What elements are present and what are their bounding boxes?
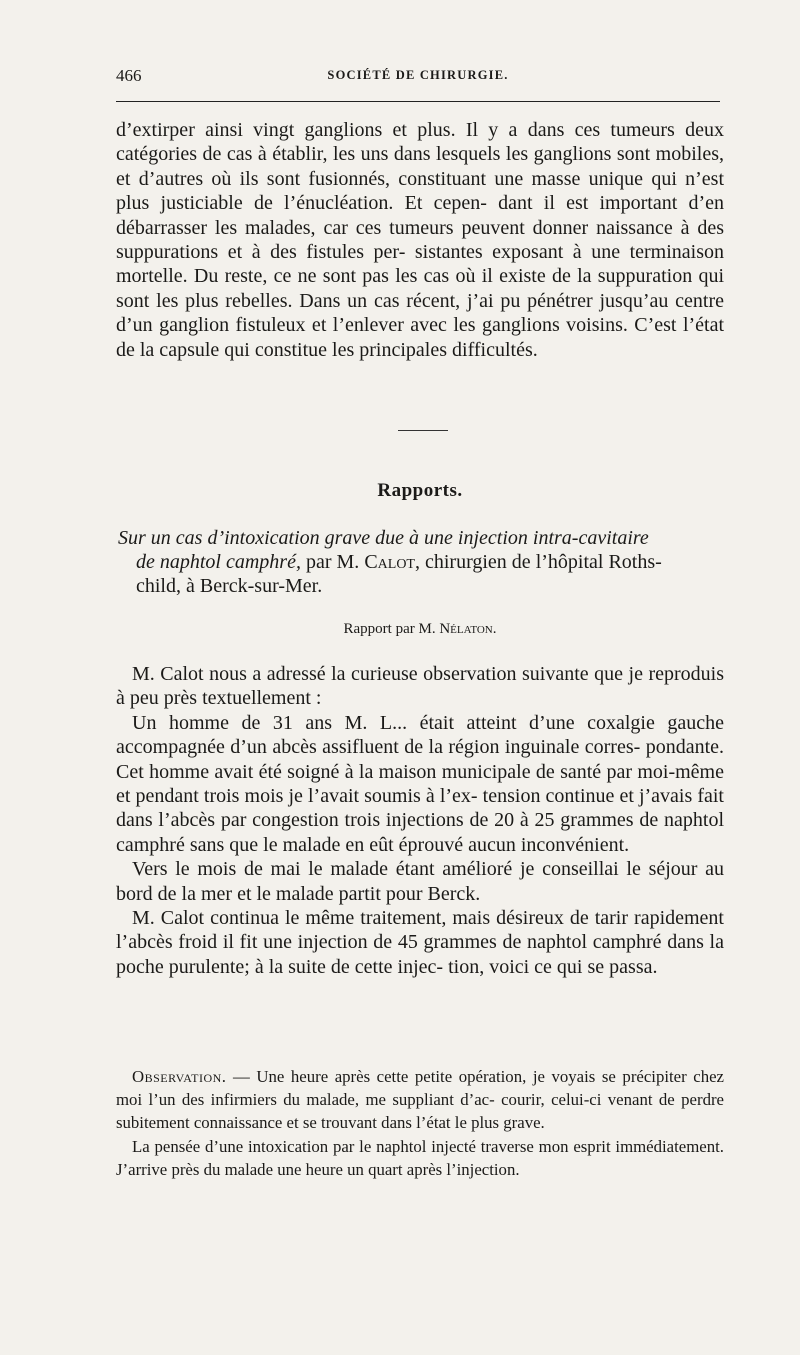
text-line: M. Calot continua le même traitement, mais désireux de tarir [132, 907, 629, 930]
body-paragraph [116, 906, 724, 979]
text-line: pondante. Cet homme avait été soigné à la maison municipale de [116, 736, 724, 783]
text-line: après l’injection. [406, 1159, 520, 1179]
text-line: Vers le mois de mai le malade étant amélioré je conseillai le [132, 858, 641, 881]
header-rule [116, 101, 720, 102]
page-number: 466 [116, 66, 142, 85]
text-line: Un homme de 31 ans M. L... était atteint d’une coxalgie gauche [132, 711, 724, 734]
observation-paragraph [116, 1135, 724, 1181]
observation-label: Observation. [132, 1067, 227, 1086]
text-line: rebelles. Dans un cas récent, j’ai pu pénétrer jusqu’au centre d’un [116, 289, 725, 337]
text-line: l’état de la capsule qui constitue les principales difficultés. [116, 314, 725, 361]
text-line: séjour au bord de la mer et le malade partit pour Berck. [116, 858, 725, 905]
report-author: Calot [364, 551, 415, 573]
observation-dash: — [226, 1067, 257, 1086]
report-title-italic: Sur un cas d’intoxication grave due à une injection intra-cavitaire [118, 527, 649, 549]
report-location: child, à Berck-sur-Mer. [136, 575, 323, 597]
text-line: d’extirper ainsi vingt ganglions et plus. Il y a dans ces tumeurs [116, 119, 675, 141]
text-line: ganglion fistuleux et l’enlever avec les ganglions voisins. C’est [159, 314, 677, 337]
text-line: accompagnée d’un abcès assifluent de la région inguinale corres- [116, 736, 641, 759]
rapporteur-name: Nélaton. [439, 621, 497, 637]
section-separator [398, 430, 448, 431]
text-line: rapidement l’abcès froid il fit une injection de 45 grammes de [116, 907, 724, 954]
text-line: naphtol camphré dans la poche purulente; à la suite de cette injec- [116, 931, 724, 978]
text-line: peuvent donner naissance à des suppurations et à des fistules per- [116, 216, 725, 264]
text-line: tion, voici ce qui se passa. [448, 955, 658, 978]
text-line: sont mobiles, et d’autres où ils sont fusionnés, constituant une [116, 143, 724, 190]
text-line: masse unique qui n’est plus justiciable de l’énucléation. Et cepen- [116, 167, 725, 215]
body-paragraph [116, 662, 724, 711]
text-line: Une heure après cette petite opération, je voyais se [256, 1067, 616, 1086]
text-line: esprit immédiatement. J’arrive près du malade une heure un quart [116, 1136, 724, 1179]
text-line: injections de 20 à 25 grammes de naphtol camphré sans que le [116, 809, 724, 856]
body-paragraph [116, 711, 724, 857]
text-line: malade en eût éprouvé aucun inconvénient. [282, 833, 630, 856]
text-line: dant il est important d’en débarrasser les malades, car ces tumeurs [116, 192, 725, 239]
text-line: sont pas les cas où il existe de la suppuration qui sont les plus [116, 265, 725, 312]
intro-paragraph [116, 118, 724, 362]
text-line: précipiter chez moi l’un des infirmiers du malade, me suppliant d’ac- [116, 1067, 725, 1110]
rapporteur-prefix: Rapport par M. [343, 621, 440, 637]
observation-block [116, 1065, 724, 1181]
text-line: santé par moi-même et pendant trois mois je l’avait soumis à l’ex- [116, 760, 724, 808]
text-line: deux catégories de cas à établir, les uns dans lesquels les ganglions [116, 119, 724, 166]
body-paragraph [116, 857, 724, 906]
body-text [116, 662, 724, 979]
running-head: SOCIÉTÉ DE CHIRURGIE. [327, 68, 509, 82]
text-line: tension continue et j’avais fait dans l’abcès par congestion trois [116, 785, 724, 832]
report-title-by: par M. [300, 551, 365, 573]
section-title: Rapports. [377, 480, 463, 501]
report-title-line-2 [118, 550, 724, 574]
text-line: La pensée d’une intoxication par le naphtol injecté traverse mon [132, 1136, 569, 1156]
text-line: M. Calot nous a adressé la curieuse observation suivante que je [132, 663, 643, 685]
observation-paragraph [116, 1065, 724, 1135]
rapporteur-line [0, 621, 800, 638]
text-line: reproduis à peu près textuellement : [116, 663, 724, 710]
page-header [116, 66, 720, 88]
report-title-line-3 [118, 574, 724, 598]
report-title-italic-cont: de naphtol camphré, [136, 551, 301, 573]
report-title [118, 526, 724, 598]
report-affiliation: , chirurgien de l’hôpital Roths- [414, 551, 662, 573]
text-line: dans l’état le plus grave. [381, 1113, 545, 1133]
report-title-line-1 [118, 526, 724, 550]
intro-text [116, 118, 724, 362]
text-line: courir, celui-ci venant de perdre subitement connaissance et se trouvant [116, 1090, 724, 1133]
text-line: sistantes exposant à une terminaison mortelle. Du reste, ce ne [116, 241, 725, 288]
